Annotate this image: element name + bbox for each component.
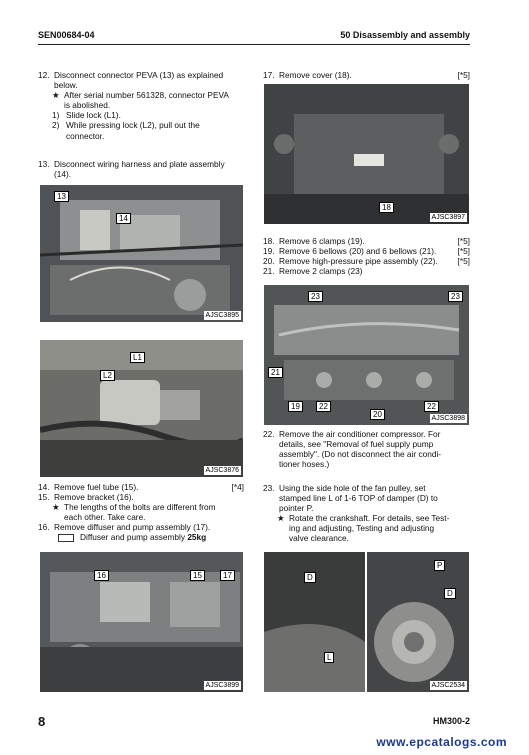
label-22b: 22 <box>424 401 439 412</box>
photo-code: AJSC2534 <box>431 682 465 689</box>
step-17: 17. Remove cover (18). [*5] <box>263 70 470 80</box>
photo-code: AJSC3898 <box>431 415 465 422</box>
step-23: 23. Using the side hole of the fan pulley, set stamped line L of 1-6 TOP of damper (D) to pointer P. ★ Rotate the crankshaft. For details, see Test- ing and adjusting, Testing and adjusting valve clearance. <box>263 483 450 544</box>
label-22a: 22 <box>316 401 331 412</box>
label-21: 21 <box>268 367 283 378</box>
photo-connector-locks <box>40 340 243 477</box>
doc-code: SEN00684-04 <box>38 30 95 40</box>
photo-damper-pointer <box>264 552 469 692</box>
photo-cover <box>264 84 469 224</box>
label-15: 15 <box>190 570 205 581</box>
model-name: HM300-2 <box>432 716 470 726</box>
label-L2: L2 <box>100 370 115 381</box>
step-13: 13. Disconnect wiring harness and plate assembly (14). <box>38 159 225 180</box>
photo-code: AJSC3895 <box>205 312 239 319</box>
label-D-right: D <box>444 588 456 599</box>
label-14: 14 <box>116 213 131 224</box>
weight-icon <box>58 534 74 542</box>
photo-code: AJSC3876 <box>205 467 239 474</box>
label-23b: 23 <box>448 291 463 302</box>
header-rule <box>38 44 470 45</box>
photo-code: AJSC3899 <box>205 682 239 689</box>
label-20: 20 <box>370 409 385 420</box>
photo-diffuser-pump <box>40 552 243 692</box>
watermark[interactable]: www.epcatalogs.com <box>376 735 507 749</box>
photo-clamps-bellows <box>264 285 469 425</box>
label-13: 13 <box>54 191 69 202</box>
label-19: 19 <box>288 401 303 412</box>
label-L1: L1 <box>130 352 145 363</box>
label-D-left: D <box>304 572 316 583</box>
label-17: 17 <box>220 570 235 581</box>
step-12: 12. Disconnect connector PEVA (13) as explained below. ★ After serial number 561328, connector PEVA is abolished. 1) Slide lock (L1). 2) While pressing lock (L2), pull out the connector. <box>38 70 229 141</box>
label-L: L <box>324 652 334 663</box>
label-P: P <box>434 560 445 571</box>
label-23a: 23 <box>308 291 323 302</box>
label-18: 18 <box>379 202 394 213</box>
label-16: 16 <box>94 570 109 581</box>
section-title: 50 Disassembly and assembly <box>340 30 470 40</box>
steps-18-21: 18. Remove 6 clamps (19). [*5] 19. Remove 6 bellows (20) and 6 bellows (21). [*5] 20. Remove high-pressure pipe assembly (22). [*5] 21. Remove 2 clamps (23) <box>263 236 470 277</box>
step-22: 22. Remove the air conditioner compressor. For details, see "Removal of fuel supply pump assembly". (Do not disconnect the air condi- tioner hoses.) <box>263 429 442 470</box>
page-number: 8 <box>38 714 46 729</box>
photo-code: AJSC3897 <box>431 214 465 221</box>
steps-14-16: 14. Remove fuel tube (15). [*4] 15. Remove bracket (16). ★ The lengths of the bolts are different from each other. Take care. 16. Remove diffuser and pump assembly (17). Diffuser and pump assembly 25kg <box>38 482 244 543</box>
photo-wiring-harness <box>40 185 243 322</box>
